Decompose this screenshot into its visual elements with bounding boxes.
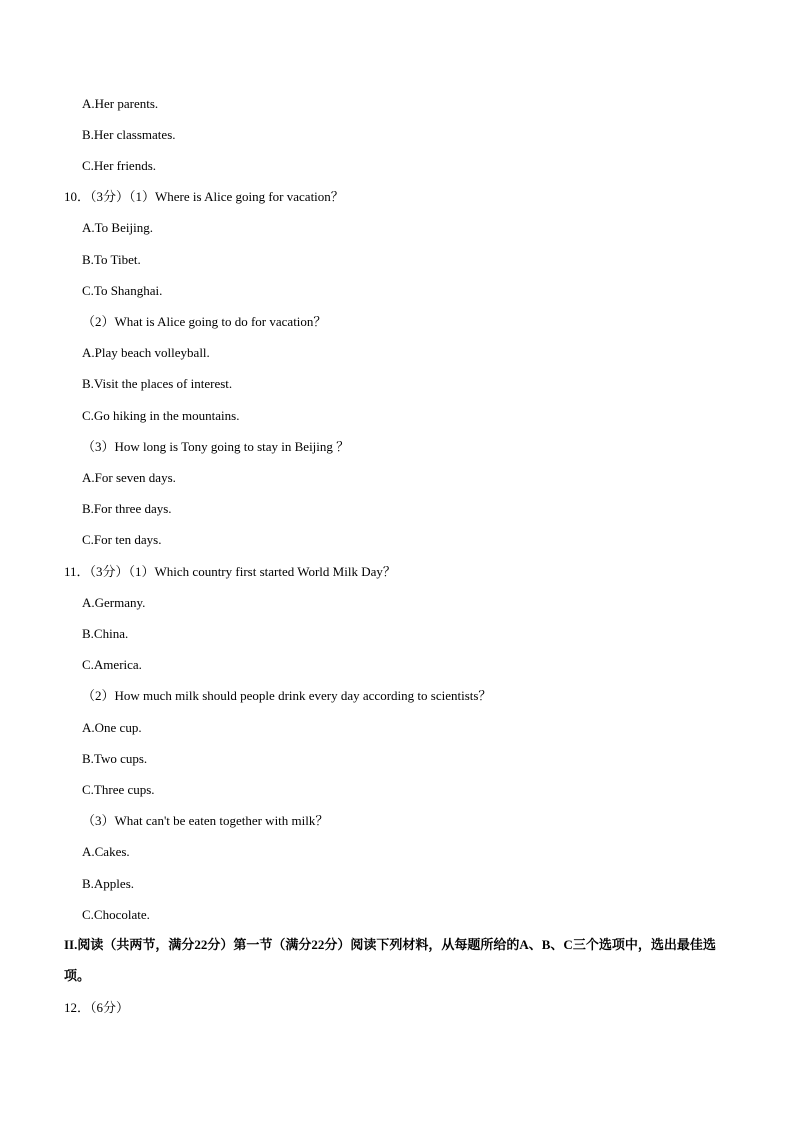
- q11-3-option-c: C.Chocolate.: [82, 907, 150, 922]
- section-ii-heading: II.阅读（共两节，满分22分）第一节（满分22分）阅读下列材料，从每题所给的A、B、C三个选项中，选出最佳选项。: [64, 937, 716, 983]
- q9-option-b: B.Her classmates.: [82, 127, 176, 142]
- q11-2-question: （2）How much milk should people drink every day according to scientists？: [82, 688, 492, 703]
- q11-1-option-b: B.China.: [82, 626, 129, 641]
- q11-3-option-a: A.Cakes.: [82, 844, 130, 859]
- q10-3-option-b: B.For three days.: [82, 501, 172, 516]
- q9-option-c: C.Her friends.: [82, 158, 157, 173]
- q10-1-option-c: C.To Shanghai.: [82, 283, 163, 298]
- q10-3-question: （3）How long is Tony going to stay in Beijing ？: [82, 439, 350, 454]
- q10-2-question: （2）What is Alice going to do for vacation？: [82, 314, 327, 329]
- q10-3-option-a: A.For seven days.: [82, 470, 176, 485]
- q10-3-option-c: C.For ten days.: [82, 532, 162, 547]
- q11-1-option-a: A.Germany.: [82, 595, 146, 610]
- q11-2-option-c: C.Three cups.: [82, 782, 155, 797]
- q10-1-option-b: B.To Tibet.: [82, 252, 141, 267]
- q12-header: 12．（6分）: [64, 1000, 130, 1015]
- q10-2-option-b: B.Visit the places of interest.: [82, 376, 233, 391]
- q10-2-option-c: C.Go hiking in the mountains.: [82, 408, 240, 423]
- q11-2-option-b: B.Two cups.: [82, 751, 148, 766]
- q9-option-a: A.Her parents.: [82, 96, 159, 111]
- q11-3-question: （3）What can't be eaten together with milk？: [82, 813, 329, 828]
- q11-header: 11．（3分）（1）Which country first started World Milk Day？: [64, 564, 396, 579]
- q11-1-option-c: C.America.: [82, 657, 142, 672]
- q11-2-option-a: A.One cup.: [82, 720, 142, 735]
- q10-2-option-a: A.Play beach volleyball.: [82, 345, 210, 360]
- q11-3-option-b: B.Apples.: [82, 876, 134, 891]
- q10-1-option-a: A.To Beijing.: [82, 220, 153, 235]
- q10-header: 10．（3分）（1）Where is Alice going for vacation？: [64, 189, 344, 204]
